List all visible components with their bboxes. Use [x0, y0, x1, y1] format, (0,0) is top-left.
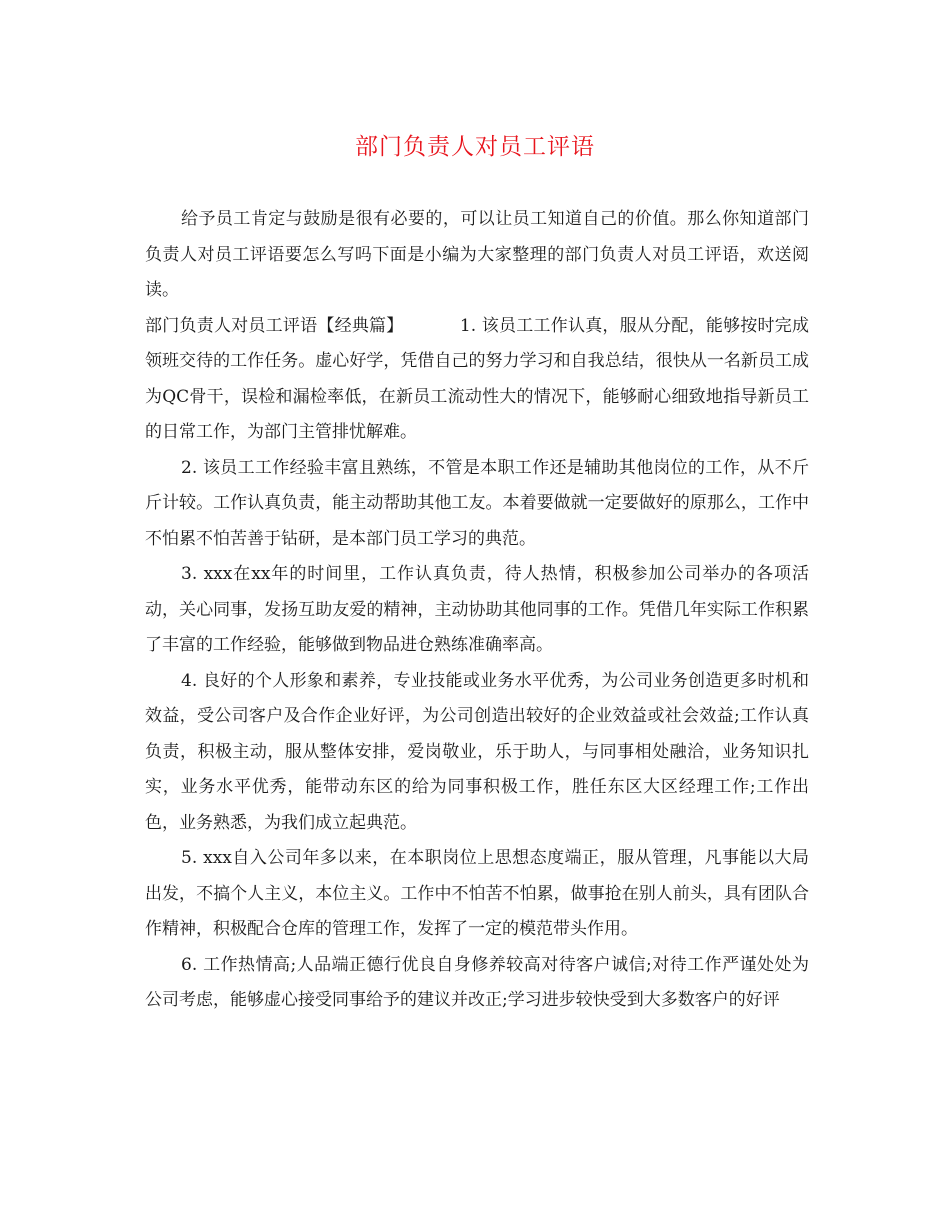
item-3-paragraph: 3. xxx在xx年的时间里，工作认真负责，待人热情，积极参加公司举办的各项活动，关心同事，发扬互助友爱的精神，主动协助其他同事的工作。凭借几年实际工作积累了丰富的工作经验，能够做到物品进仓熟练准确率高。 — [145, 564, 809, 655]
document-title: 部门负责人对员工评语 — [355, 134, 595, 160]
item-5-paragraph: 5. xxx自入公司年多以来，在本职岗位上思想态度端正，服从管理，凡事能以大局出发，不搞个人主义，本位主义。工作中不怕苦不怕累，做事抢在别人前头，具有团队合作精神，积极配合仓库的管理工作，发挥了一定的模范带头作用。 — [145, 848, 809, 939]
document-body — [145, 202, 809, 1019]
item-4-paragraph: 4. 良好的个人形象和素养，专业技能或业务水平优秀，为公司业务创造更多时机和效益，受公司客户及合作企业好评，为公司创造出较好的企业效益或社会效益;工作认真负责，积极主动，服从整体安排，爱岗敬业，乐于助人，与同事相处融洽，业务知识扎实，业务水平优秀，能带动东区的给为同事积极工作，胜任东区大区经理工作;工作出色，业务熟悉，为我们成立起典范。 — [145, 670, 809, 833]
item-6-paragraph: 6. 工作热情高;人品端正德行优良自身修养较高对待客户诚信;对待工作严谨处处为公司考虑，能够虚心接受同事给予的建议并改正;学习进步较快受到大多数客户的好评 — [145, 954, 809, 1010]
section-heading: 部门负责人对员工评语【经典篇】 — [145, 315, 404, 336]
item-1-text: 1. 该员工工作认真，服从分配，能够按时完成领班交待的工作任务。虚心好学，凭借自己的努力学习和自我总结，很快从一名新员工成为QC骨干，误检和漏检率低，在新员工流动性大的情况下，能够耐心细致地指导新员工的日常工作，为部门主管排忧解难。 — [145, 315, 810, 442]
section-spacer — [404, 316, 460, 336]
section-paragraph — [145, 309, 809, 451]
intro-paragraph: 给予员工肯定与鼓励是很有必要的，可以让员工知道自己的价值。那么你知道部门负责人对员工评语要怎么写吗下面是小编为大家整理的部门负责人对员工评语，欢送阅读。 — [145, 209, 809, 300]
item-2-paragraph: 2. 该员工工作经验丰富且熟练，不管是本职工作还是辅助其他岗位的工作，从不斤斤计较。工作认真负责，能主动帮助其他工友。本着要做就一定要做好的原那么，工作中不怕累不怕苦善于钻研，是本部门员工学习的典范。 — [145, 457, 809, 549]
